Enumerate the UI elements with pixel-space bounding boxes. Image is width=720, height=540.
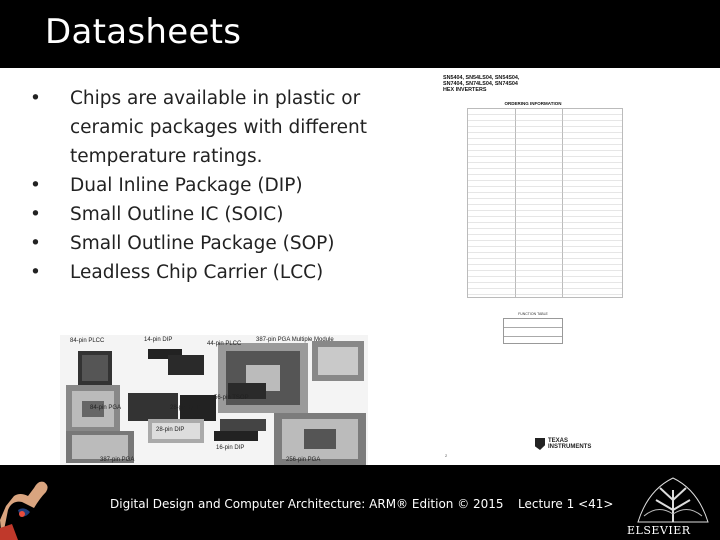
ti-logo-text — [548, 438, 591, 450]
chip-packages-photo — [60, 335, 368, 465]
bullet-text: Small Outline IC (SOIC) — [70, 204, 284, 225]
package-label: 28-pin QFP — [170, 405, 201, 411]
bullet-item — [30, 229, 370, 258]
package-label: 84-pin PGA — [90, 405, 122, 411]
bullet-list — [30, 84, 370, 287]
title-bar — [0, 0, 720, 68]
bullet-dot-icon: • — [30, 175, 41, 196]
bullet-item — [30, 171, 370, 200]
bullet-dot-icon: • — [30, 88, 41, 109]
ordering-info-title: ORDERING INFORMATION — [504, 101, 562, 106]
bullet-item — [30, 258, 370, 287]
footer-lecture-number: Lecture 1 <41> — [518, 497, 614, 511]
bullet-text: Leadless Chip Carrier (LCC) — [70, 262, 324, 283]
datasheet-image — [443, 75, 623, 465]
bullet-dot-icon: • — [30, 262, 41, 283]
datasheet-header-line: HEX INVERTERS — [443, 87, 487, 93]
datasheet-header-line: SN5404, SN54LS04, SN54S04, — [443, 75, 520, 81]
bullet-dot-icon: • — [30, 233, 41, 254]
ti-logo-icon — [535, 438, 545, 450]
package-label: 14-pin DIP — [144, 337, 173, 343]
package-label: 16-pin DIP — [216, 445, 245, 451]
datasheet-header-line: SN7404, SN74LS04, SN74S04 — [443, 81, 518, 87]
package-label: 44-pin PLCC — [207, 341, 242, 347]
bullet-text: Dual Inline Package (DIP) — [70, 175, 303, 196]
package-label: 84-pin PLCC — [70, 338, 105, 344]
flexed-arm-icon — [0, 470, 65, 540]
package-label: 28-pin DIP — [156, 427, 185, 433]
function-table — [503, 318, 563, 344]
package-label: 56-pin TSOP — [214, 395, 249, 401]
datasheet-page-number: 2 — [445, 453, 448, 458]
bullet-item — [30, 84, 370, 171]
ti-line: TEXAS — [548, 438, 569, 444]
bullet-dot-icon: • — [30, 204, 41, 225]
bullet-text: Chips are available in plastic or ceramic packages with different temperature ratings. — [70, 88, 368, 167]
bullet-item — [30, 200, 370, 229]
function-table-title: FUNCTION TABLE — [518, 312, 548, 316]
package-label: 256-pin PGA — [286, 457, 321, 463]
bullet-text: Small Outline Package (SOP) — [70, 233, 335, 254]
ti-logo — [535, 438, 591, 450]
package-label: 387-pin PGA Multiple Module — [256, 337, 334, 343]
ordering-table — [467, 108, 623, 298]
elsevier-wordmark: ELSEVIER — [627, 524, 691, 537]
package-label: 387-pin PGA — [100, 457, 135, 463]
slide-title: Datasheets — [45, 12, 242, 52]
footer-course-text: Digital Design and Computer Architecture: ARM® Edition © 2015 — [110, 497, 504, 511]
ti-line: INSTRUMENTS — [548, 444, 592, 450]
